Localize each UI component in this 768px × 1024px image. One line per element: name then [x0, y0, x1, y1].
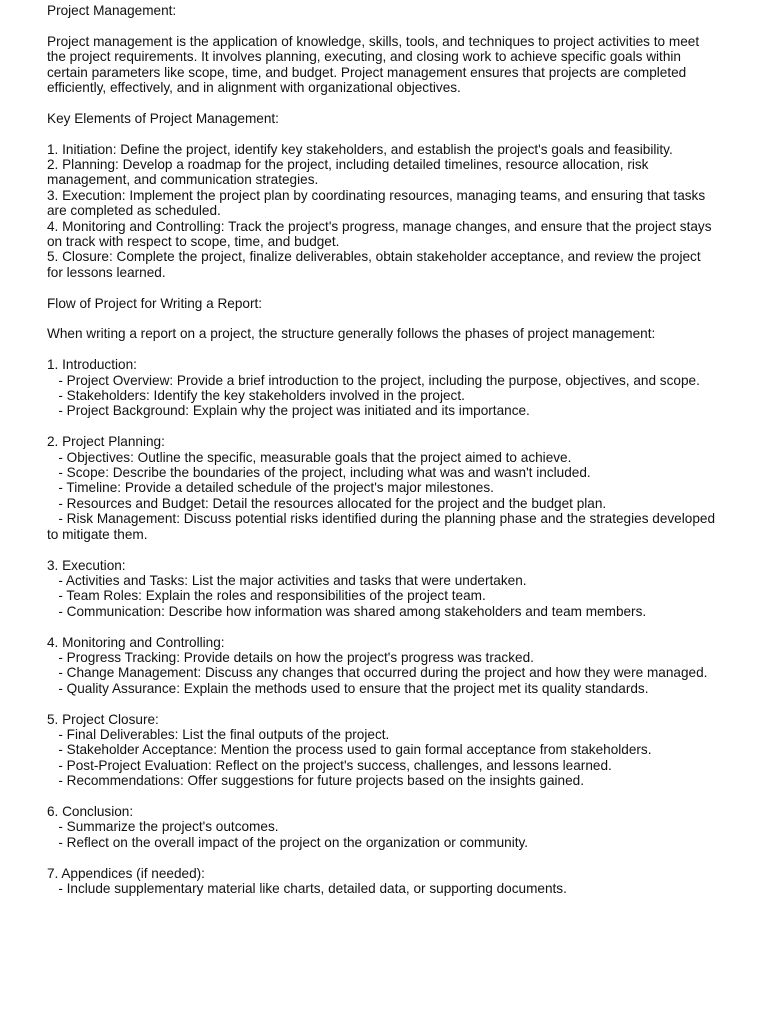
- section-item: - Team Roles: Explain the roles and responsibilities of the project team.: [47, 588, 486, 604]
- section-item: - Activities and Tasks: List the major activities and tasks that were undertaken.: [47, 572, 527, 588]
- key-element-item: 5. Closure: Complete the project, finalize deliverables, obtain stakeholder acceptance, and review the project for lessons learned.: [47, 249, 705, 280]
- section-item: - Quality Assurance: Explain the methods used to ensure that the project met its quality standards.: [47, 680, 649, 696]
- section-item: - Objectives: Outline the specific, measurable goals that the project aimed to achieve.: [47, 449, 572, 465]
- section-item: - Include supplementary material like charts, detailed data, or supporting documents.: [47, 880, 567, 896]
- section-heading: 1. Introduction:: [47, 357, 137, 373]
- key-elements-list: [47, 142, 717, 281]
- section-item: - Final Deliverables: List the final outputs of the project.: [47, 726, 390, 742]
- spacer: [47, 619, 717, 634]
- flow-intro: When writing a report on a project, the structure generally follows the phases of project management:: [47, 326, 656, 342]
- report-section-closure: [47, 712, 717, 789]
- report-section-execution: [47, 558, 717, 620]
- section-item: - Communication: Describe how information was shared among stakeholders and team members.: [47, 603, 647, 619]
- spacer: [47, 419, 717, 434]
- report-section-monitoring: [47, 635, 717, 697]
- spacer: [47, 342, 717, 357]
- section-item: - Risk Management: Discuss potential risks identified during the planning phase and the strategies developed to mitigate them.: [47, 511, 719, 542]
- spacer: [47, 95, 717, 110]
- key-element-item: 4. Monitoring and Controlling: Track the project's progress, manage changes, and ensure that the project stays on track with respect to scope, time, and budget.: [47, 218, 716, 250]
- spacer: [47, 280, 717, 295]
- section-item: - Recommendations: Offer suggestions for future projects based on the insights gained.: [47, 773, 585, 789]
- spacer: [47, 126, 717, 141]
- section-item: - Timeline: Provide a detailed schedule of the project's major milestones.: [47, 480, 494, 496]
- spacer: [47, 542, 717, 557]
- section-heading: 4. Monitoring and Controlling:: [47, 634, 225, 650]
- report-section-conclusion: [47, 804, 717, 850]
- report-section-planning: [47, 434, 717, 542]
- section-item: - Summarize the project's outcomes.: [47, 819, 279, 835]
- section-item: - Project Background: Explain why the project was initiated and its importance.: [47, 403, 530, 419]
- spacer: [47, 696, 717, 711]
- report-section-appendices: [47, 866, 717, 897]
- spacer: [47, 850, 717, 865]
- section-heading: 2. Project Planning:: [47, 434, 165, 450]
- document-title: Project Management:: [47, 3, 177, 18]
- section-heading: 5. Project Closure:: [47, 711, 159, 727]
- spacer: [47, 18, 717, 33]
- section-item: - Post-Project Evaluation: Reflect on the project's success, challenges, and lessons learned.: [47, 757, 612, 773]
- section-item: - Scope: Describe the boundaries of the project, including what was and wasn't included.: [47, 465, 591, 481]
- spacer: [47, 311, 717, 326]
- flow-heading: Flow of Project for Writing a Report:: [47, 295, 263, 311]
- section-item: - Reflect on the overall impact of the project on the organization or community.: [47, 834, 529, 850]
- section-item: - Stakeholders: Identify the key stakeholders involved in the project.: [47, 388, 465, 404]
- key-element-item: 2. Planning: Develop a roadmap for the project, including detailed timelines, resource allocation, risk management, and communication strategies.: [47, 157, 653, 188]
- section-item: - Resources and Budget: Detail the resources allocated for the project and the budget plan.: [47, 495, 607, 511]
- section-item: - Change Management: Discuss any changes that occurred during the project and how they were managed.: [47, 665, 708, 681]
- section-heading: 6. Conclusion:: [47, 803, 134, 819]
- section-item: - Project Overview: Provide a brief introduction to the project, including the purpose, objectives, and scope.: [47, 372, 700, 388]
- key-elements-heading: Key Elements of Project Management:: [47, 110, 279, 126]
- spacer: [47, 789, 717, 804]
- key-element-item: 3. Execution: Implement the project plan by coordinating resources, managing teams, and ensuring that tasks are completed as scheduled.: [47, 187, 709, 219]
- section-heading: 7. Appendices (if needed):: [47, 865, 205, 881]
- key-element-item: 1. Initiation: Define the project, identify key stakeholders, and establish the project's goals and feasibility.: [47, 141, 673, 157]
- intro-paragraph: Project management is the application of knowledge, skills, tools, and techniques to project activities to meet the project requirements. It involves planning, executing, and closing work to achieve specific goals within certain parameters like scope, time, and budget. Project management ensures that projects are completed efficiently, effectively, and in alignment with organizational objectives.: [47, 33, 703, 96]
- section-item: - Progress Tracking: Provide details on how the project's progress was tracked.: [47, 649, 534, 665]
- section-heading: 3. Execution:: [47, 557, 126, 573]
- report-section-introduction: [47, 357, 717, 419]
- document-page: [47, 3, 717, 896]
- section-item: - Stakeholder Acceptance: Mention the process used to gain formal acceptance from stakeholders.: [47, 742, 652, 758]
